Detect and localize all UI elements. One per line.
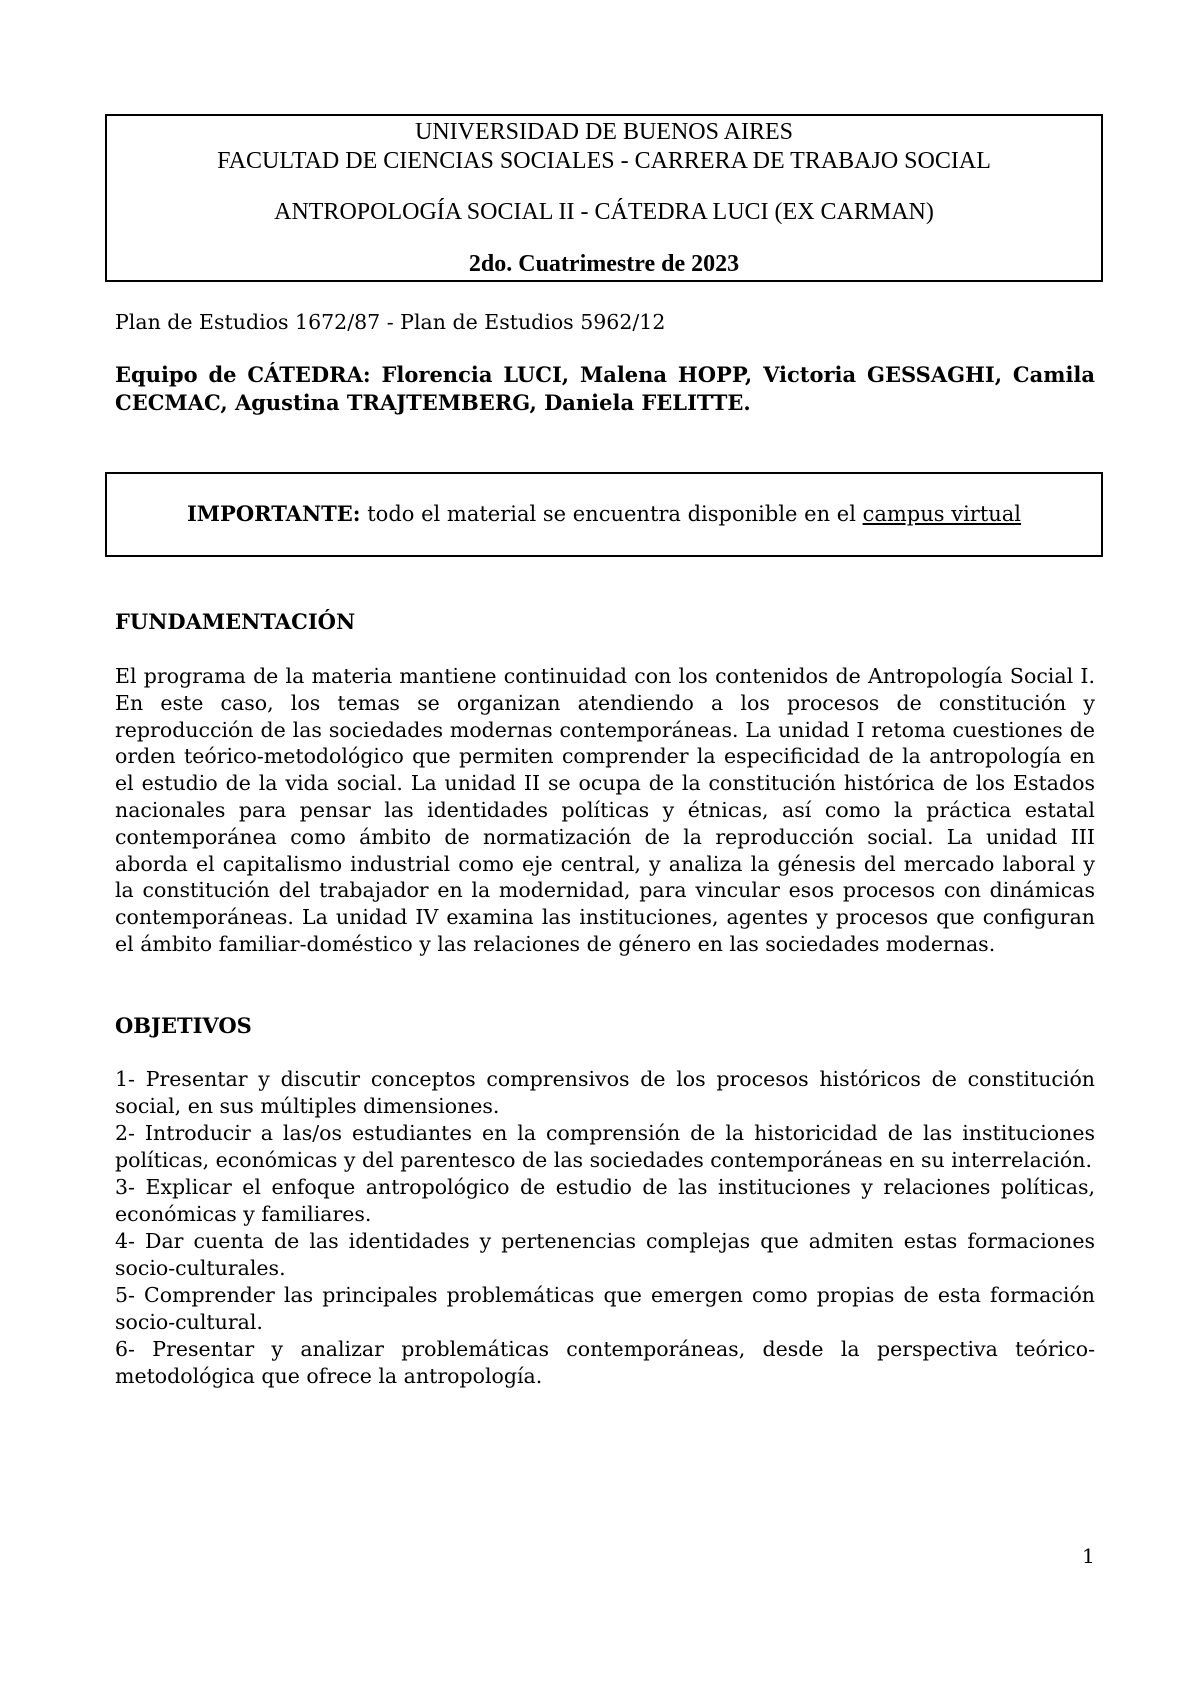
important-notice	[105, 472, 1103, 557]
term-label: 2do. Cuatrimestre de 2023	[468, 251, 740, 277]
page-number: 1	[1082, 1544, 1095, 1568]
campus-virtual-link[interactable]: campus virtual	[862, 502, 1022, 526]
objetivo-item: 2- Introducir a las/os estudiantes en la comprensión de la historicidad de las instituciones políticas, económicas y del parentesco de las sociedades contemporáneas en su interrelación.	[115, 1121, 1095, 1172]
important-line	[107, 500, 1101, 528]
header-box	[105, 114, 1103, 282]
study-plan: Plan de Estudios 1672/87 - Plan de Estudios 5962/12	[115, 310, 666, 334]
fundamentacion-body: El programa de la materia mantiene continuidad con los contenidos de Antropología Social I. En este caso, los temas se organizan atendiendo a los procesos de constitución y reproducción de las sociedades modernas contemporáneas. La unidad I retoma cuestiones de orden teórico-metodológico que permiten comprender la especificidad de la antropología en el estudio de la vida social. La unidad II se ocupa de la constitución histórica de los Estados nacionales para pensar las identidades políticas y étnicas, así como la práctica estatal contemporánea como ámbito de normatización de la reproducción social. La unidad III aborda el capitalismo industrial como eje central, y analiza la génesis del mercado laboral y la constitución del trabajador en la modernidad, para vincular esos procesos con dinámicas contemporáneas. La unidad IV examina las instituciones, agentes y procesos que configuran el ámbito familiar-doméstico y las relaciones de género en las sociedades modernas.	[115, 664, 1095, 956]
objetivo-item: 1- Presentar y discutir conceptos comprensivos de los procesos históricos de constitución social, en sus múltiples dimensiones.	[115, 1067, 1095, 1118]
objetivo-item: 6- Presentar y analizar problemáticas contemporáneas, desde la perspectiva teórico-metodológica que ofrece la antropología.	[115, 1337, 1095, 1388]
objetivo-item: 5- Comprender las principales problemáticas que emergen como propias de esta formación socio-cultural.	[115, 1283, 1095, 1334]
faculty-name: FACULTAD DE CIENCIAS SOCIALES - CARRERA DE TRABAJO SOCIAL	[217, 148, 991, 174]
fundamentacion-heading: FUNDAMENTACIÓN	[115, 609, 356, 634]
objetivo-item: 3- Explicar el enfoque antropológico de estudio de las instituciones y relaciones políticas, económicas y familiares.	[115, 1175, 1095, 1226]
important-label: IMPORTANTE:	[186, 501, 361, 526]
objetivos-list	[115, 1066, 1095, 1390]
course-title: ANTROPOLOGÍA SOCIAL II - CÁTEDRA LUCI (EX CARMAN)	[274, 199, 934, 225]
objetivos-heading: OBJETIVOS	[115, 1013, 252, 1038]
university-name: UNIVERSIDAD DE BUENOS AIRES	[414, 119, 793, 145]
important-text: todo el material se encuentra disponible en el	[360, 502, 863, 526]
team-paragraph: Equipo de CÁTEDRA: Florencia LUCI, Malena HOPP, Victoria GESSAGHI, Camila CECMAC, Agustina TRAJTEMBERG, Daniela FELITTE.	[115, 362, 1095, 415]
objetivo-item: 4- Dar cuenta de las identidades y pertenencias complejas que admiten estas formaciones socio-culturales.	[115, 1229, 1095, 1280]
